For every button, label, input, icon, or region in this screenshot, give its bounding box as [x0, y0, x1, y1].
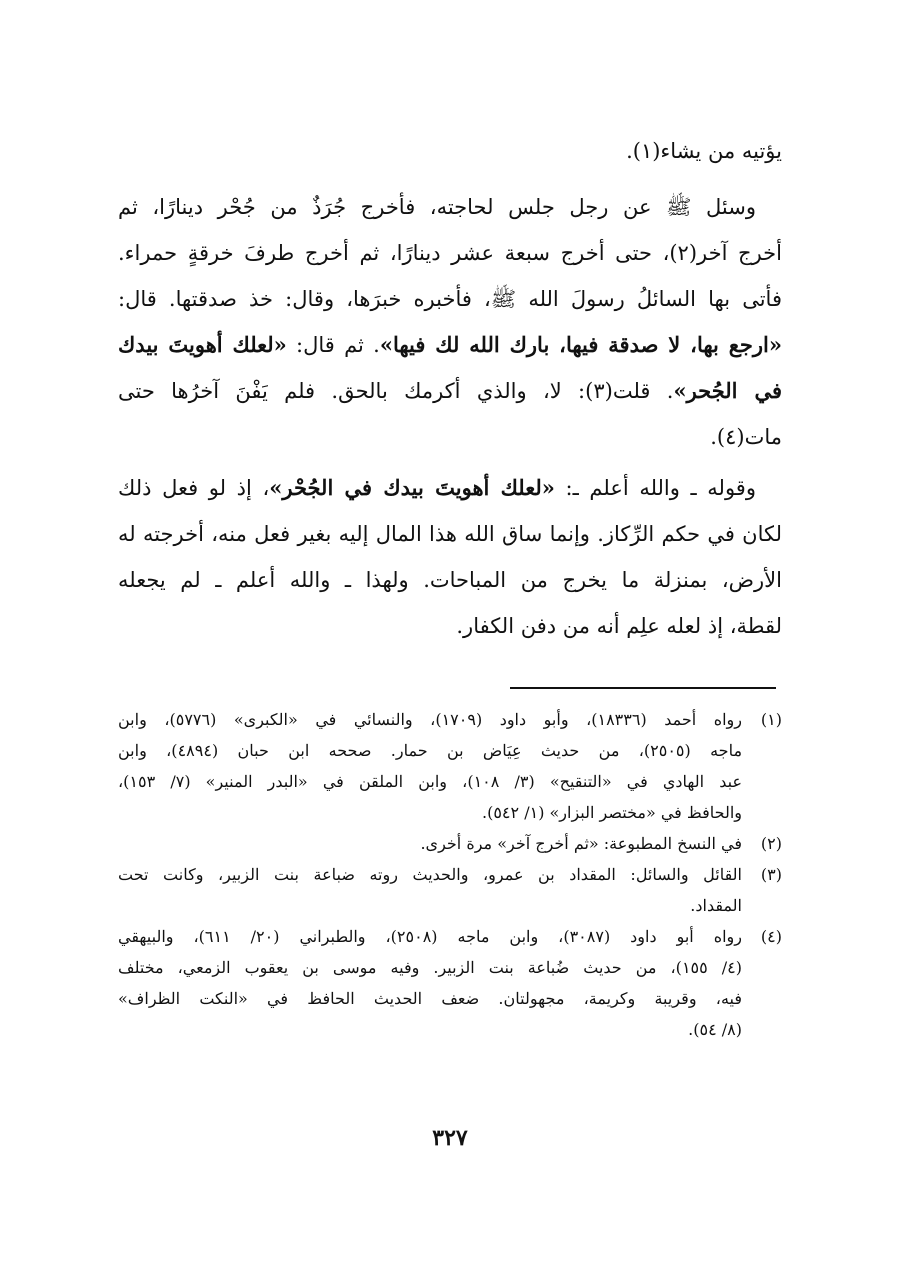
- text-line: [118, 230, 782, 276]
- text-segment: وسئل ﷺ عن رجل جلس لحاجته، فأخرج جُرَذٌ من جُحْر دينارًا، ثم: [118, 195, 756, 219]
- hadith-quote: «ارجع بها، لا صدقة فيها، بارك الله لك فيها»: [379, 332, 783, 357]
- footnote-line: عبد الهادي في «التنقيح» (٣/ ١٠٨)، وابن الملقن في «البدر المنير» (٧/ ١٥٣)،: [118, 772, 743, 791]
- footnote: [118, 921, 782, 1045]
- footnote-number: (٢): [760, 834, 782, 853]
- footnote-line: القائل والسائل: المقداد بن عمرو، والحديث روته ضباعة بنت الزبير، وكانت تحت: [118, 865, 742, 884]
- text-line: [118, 368, 782, 414]
- footnote-line: (٨/ ٥٤).: [688, 1020, 742, 1039]
- hadith-quote: «لعلك أهويتَ بيدك: [118, 332, 287, 357]
- text-line: [118, 276, 782, 322]
- text-line: [118, 557, 782, 603]
- text-line: [118, 128, 782, 174]
- text-segment: لكان في حكم الرِّكاز. وإنما ساق الله هذا المال إليه بغير فعل منه، أخرجته له: [118, 522, 782, 546]
- text-segment: مات(٤).: [710, 425, 782, 449]
- text-segment: الأرض، بمنزلة ما يخرج من المباحات. ولهذا ـ والله أعلم ـ لم يجعله: [118, 568, 782, 592]
- text-segment: لقطة، إذ لعله علِم أنه من دفن الكفار.: [456, 614, 782, 638]
- text-line: [118, 184, 782, 230]
- text-line: [118, 465, 782, 511]
- footnote-number: (٤): [760, 927, 782, 946]
- footnote-line: رواه أحمد (١٨٣٣٦)، وأبو داود (١٧٠٩)، والنسائي في «الكبرى» (٥٧٧٦)، وابن: [118, 710, 742, 729]
- text-segment: فأتى بها السائلُ رسولَ الله ﷺ، فأخبره خبرَها، وقال: خذ صدقتها. قال:: [118, 287, 782, 311]
- footnote-separator: [510, 687, 776, 689]
- page-number: ٣٢٧: [432, 1125, 468, 1151]
- paragraph-1: [118, 128, 782, 174]
- footnote-line: والحافظ في «مختصر البزار» (١/ ٥٤٢).: [482, 803, 742, 822]
- footnotes: [118, 704, 782, 1045]
- footnote-number: (١): [760, 710, 782, 729]
- paragraph-3: [118, 465, 782, 649]
- text-segment: وقوله ـ والله أعلم ـ:: [554, 476, 756, 500]
- hadith-quote: «لعلك أهويتَ بيدك في الجُحْر»: [269, 475, 555, 500]
- footnote-number: (٣): [760, 865, 782, 884]
- paragraph-2: [118, 184, 782, 460]
- text-line: [118, 322, 782, 368]
- text-segment: . قلت(٣): لا، والذي أكرمك بالحق. فلم يَفْنَ آخرُها حتى: [118, 379, 674, 403]
- footnote-line: في النسخ المطبوعة: «ثم أخرج آخر» مرة أخرى.: [420, 834, 742, 853]
- text-line: [118, 414, 782, 460]
- text-segment: ، إذ لو فعل ذلك: [118, 476, 270, 500]
- footnote-line: المقداد.: [690, 896, 742, 915]
- footnote: [118, 704, 782, 828]
- footnote: [118, 828, 782, 859]
- footnote-line: (٤/ ١٥٥)، من حديث ضُباعة بنت الزبير. وفيه موسى بن يعقوب الزمعي، مختلف: [118, 958, 742, 977]
- hadith-quote: في الجُحر»: [673, 378, 782, 403]
- text-segment: . ثم قال:: [286, 333, 380, 357]
- footnote-line: ماجه (٢٥٠٥)، من حديث عِيَاض بن حمار. صححه ابن حبان (٤٨٩٤)، وابن: [118, 741, 743, 760]
- footnote-line: فيه، وقريبة وكريمة، مجهولتان. ضعف الحديث الحافظ في «النكت الظراف»: [118, 989, 742, 1008]
- text-segment: يؤتيه من يشاء(١).: [626, 139, 782, 163]
- footnote-line: رواه أبو داود (٣٠٨٧)، وابن ماجه (٢٥٠٨)، والطبراني (٢٠/ ٦١١)، والبيهقي: [118, 927, 742, 946]
- text-line: [118, 603, 782, 649]
- text-line: [118, 511, 782, 557]
- text-segment: أخرج آخر(٢)، حتى أخرج سبعة عشر دينارًا، ثم أخرج طرفَ خرقةٍ حمراء.: [118, 241, 782, 265]
- footnote: [118, 859, 782, 921]
